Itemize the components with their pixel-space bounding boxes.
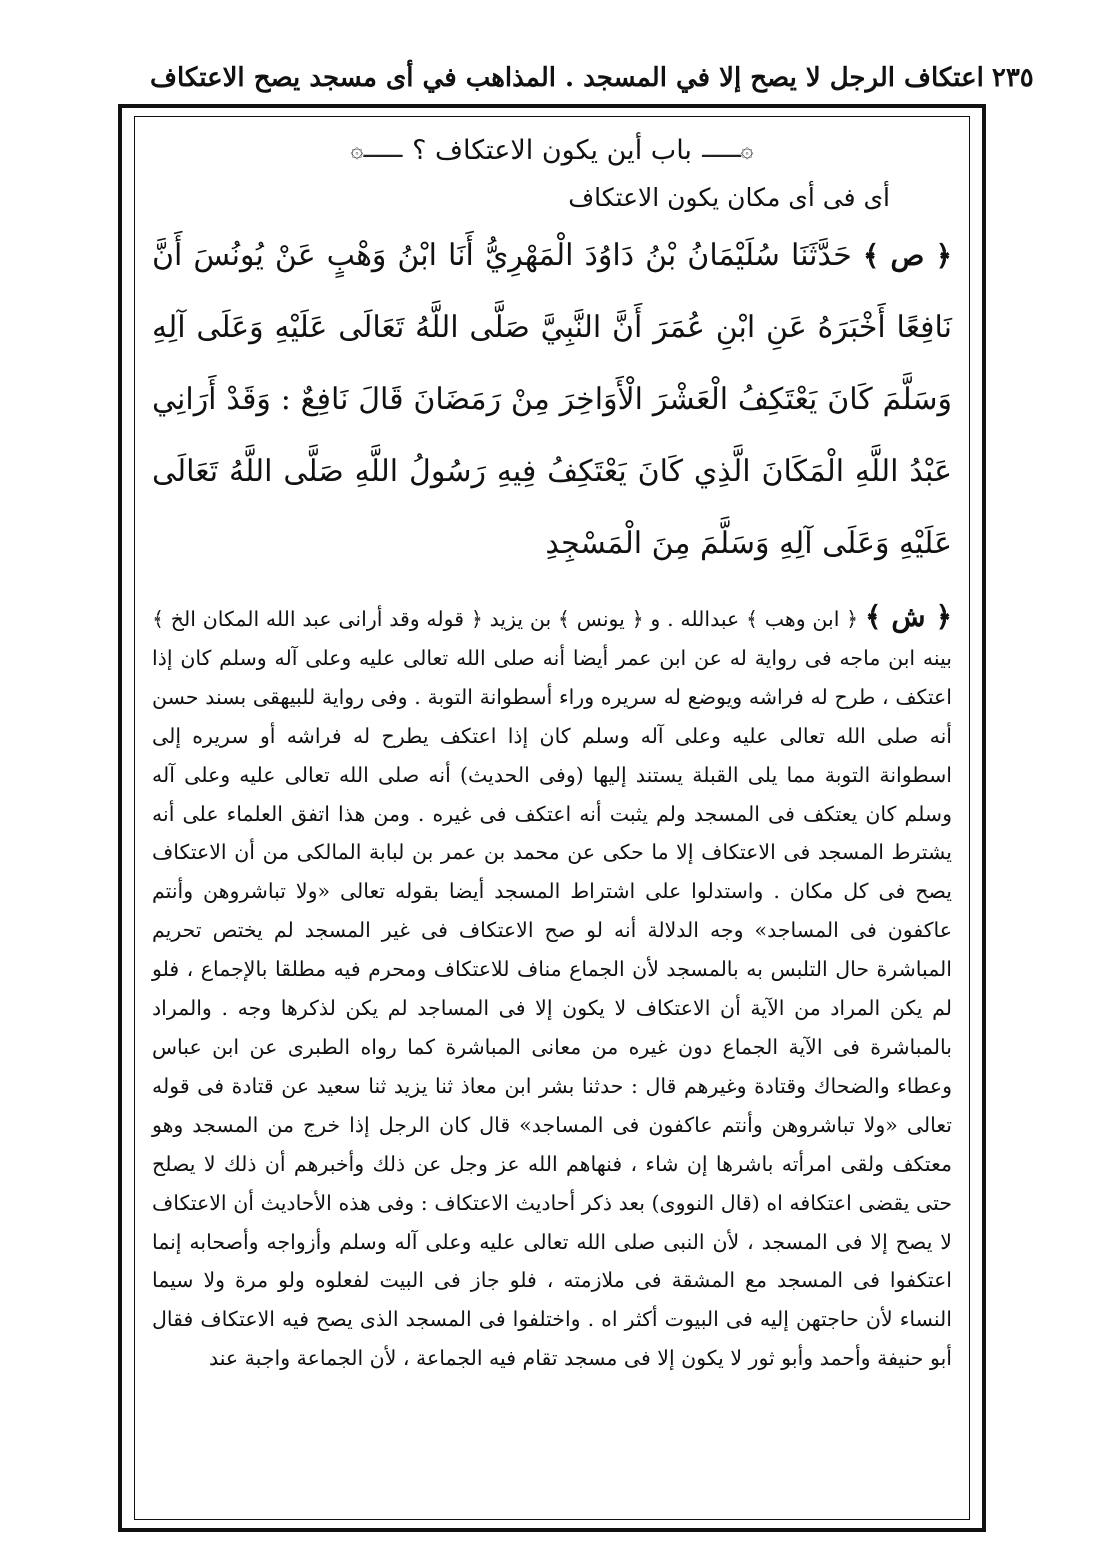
running-header [150,58,1034,98]
page-number: ٢٣٥ [991,63,1034,93]
commentary-block [152,598,952,1378]
section-spacer [152,580,952,598]
hadith-text: حَدَّثَنَا سُلَيْمَانُ بْنُ دَاوُدَ الْمَهْرِيُّ أَنَا ابْنُ وَهْبٍ عَنْ يُونُسَ أَنَّ نَافِعًا أَخْبَرَهُ عَنِ ابْنِ عُمَرَ أَنَّ النَّبِيَّ صَلَّى اللَّهُ تَعَالَى عَلَيْهِ وَعَلَى آلِهِ وَسَلَّمَ كَانَ يَعْتَكِفُ الْعَشْرَ الْأَوَاخِرَ مِنْ رَمَضَانَ قَالَ نَافِعٌ : وَقَدْ أَرَانِي عَبْدُ اللَّهِ الْمَكَانَ الَّذِي كَانَ يَعْتَكِفُ فِيهِ رَسُولُ اللَّهِ صَلَّى اللَّهُ تَعَالَى عَلَيْهِ وَعَلَى آلِهِ وَسَلَّمَ مِنَ الْمَسْجِدِ [152,238,952,561]
hadith-text-block [152,220,952,580]
running-title: اعتكاف الرجل لا يصح إلا في المسجد . المذاهب في أى مسجد يصح الاعتكاف [150,63,984,93]
ornament-left: ـــ۞ [350,137,403,163]
hadith-label: ﴿ ص ﴾ [862,239,952,272]
commentary-text: ﴿ ابن وهب ﴾ عبدالله . و ﴿ يونس ﴾ بن يزيد ﴿ قوله وقد أرانى عبد الله المكان الخ ﴾ بينه ابن ماجه فى رواية له عن ابن عمر أيضا أنه صلى الله تعالى عليه وعلى آله وسلم كان إذا اعتكف ، طرح له فراشه ويوضع له سريره وراء أسطوانة التوبة . وفى رواية للبيهقى بسند حسن أنه صلى الله تعالى عليه وعلى آله وسلم كان إذا اعتكف يطرح له فراشه أو سريره إلى اسطوانة التوبة مما يلى القبلة يستند إليها (وفى الحديث) أنه صلى الله تعالى عليه وعلى آله وسلم كان يعتكف فى المسجد ولم يثبت أنه اعتكف فى غيره . ومن هذا اتفق العلماء على أنه يشترط المسجد فى الاعتكاف إلا ما حكى عن محمد بن عمر بن لبابة المالكى من أن الاعتكاف يصح فى كل مكان . واستدلوا على اشتراط المسجد أيضا بقوله تعالى «ولا تباشروهن وأنتم عاكفون فى المساجد» وجه الدلالة أنه لو صح الاعتكاف فى غير المسجد لم يختص تحريم المباشرة حال التلبس به بالمسجد لأن الجماع مناف للاعتكاف ومحرم فيه مطلقا بالإجماع ، فلو لم يكن المراد من الآية أن الاعتكاف لا يكون إلا فى المساجد لم يكن لذكرها وجه . والمراد بالمباشرة فى الآية الجماع دون غيره من معانى المباشرة كما رواه الطبرى عن ابن عباس وعطاء والضحاك وقتادة وغيرهم قال : حدثنا بشر ابن معاذ ثنا يزيد ثنا سعيد عن قتادة فى قوله تعالى «ولا تباشروهن وأنتم عاكفون فى المساجد» قال كان الرجل إذا خرج من المسجد وهو معتكف ولقى امرأته باشرها إن شاء ، فنهاهم الله عز وجل عن ذلك وأخبرهم أن ذلك لا يصلح حتى يقضى اعتكافه اه (قال النووى) بعد ذكر أحاديث الاعتكاف : وفى هذه الأحاديث أن الاعتكاف لا يصح إلا فى المسجد ، لأن النبى صلى الله تعالى عليه وعلى آله وسلم وأزواجه وأصحابه إنما اعتكفوا فى المسجد مع المشقة فى ملازمته ، فلو جاز فى البيت لفعلوه ولو مرة ولا سيما النساء لأن حاجتهن إليه فى البيوت أكثر اه . واختلفوا فى المسجد الذى يصح فيه الاعتكاف فقال أبو حنيفة وأحمد وأبو ثور لا يكون إلا فى مسجد تقام فيه الجماعة ، لأن الجماعة واجبة عند [152,607,952,1371]
page-content [152,124,952,1514]
commentary-label: ﴿ ش ﴾ [864,600,952,633]
chapter-heading [152,124,952,176]
chapter-explanation: أى فى أى مكان يكون الاعتكاف [568,183,890,212]
chapter-title: باب أين يكون الاعتكاف ؟ [412,134,692,166]
ornament-right: ۞ـــ [701,137,754,163]
